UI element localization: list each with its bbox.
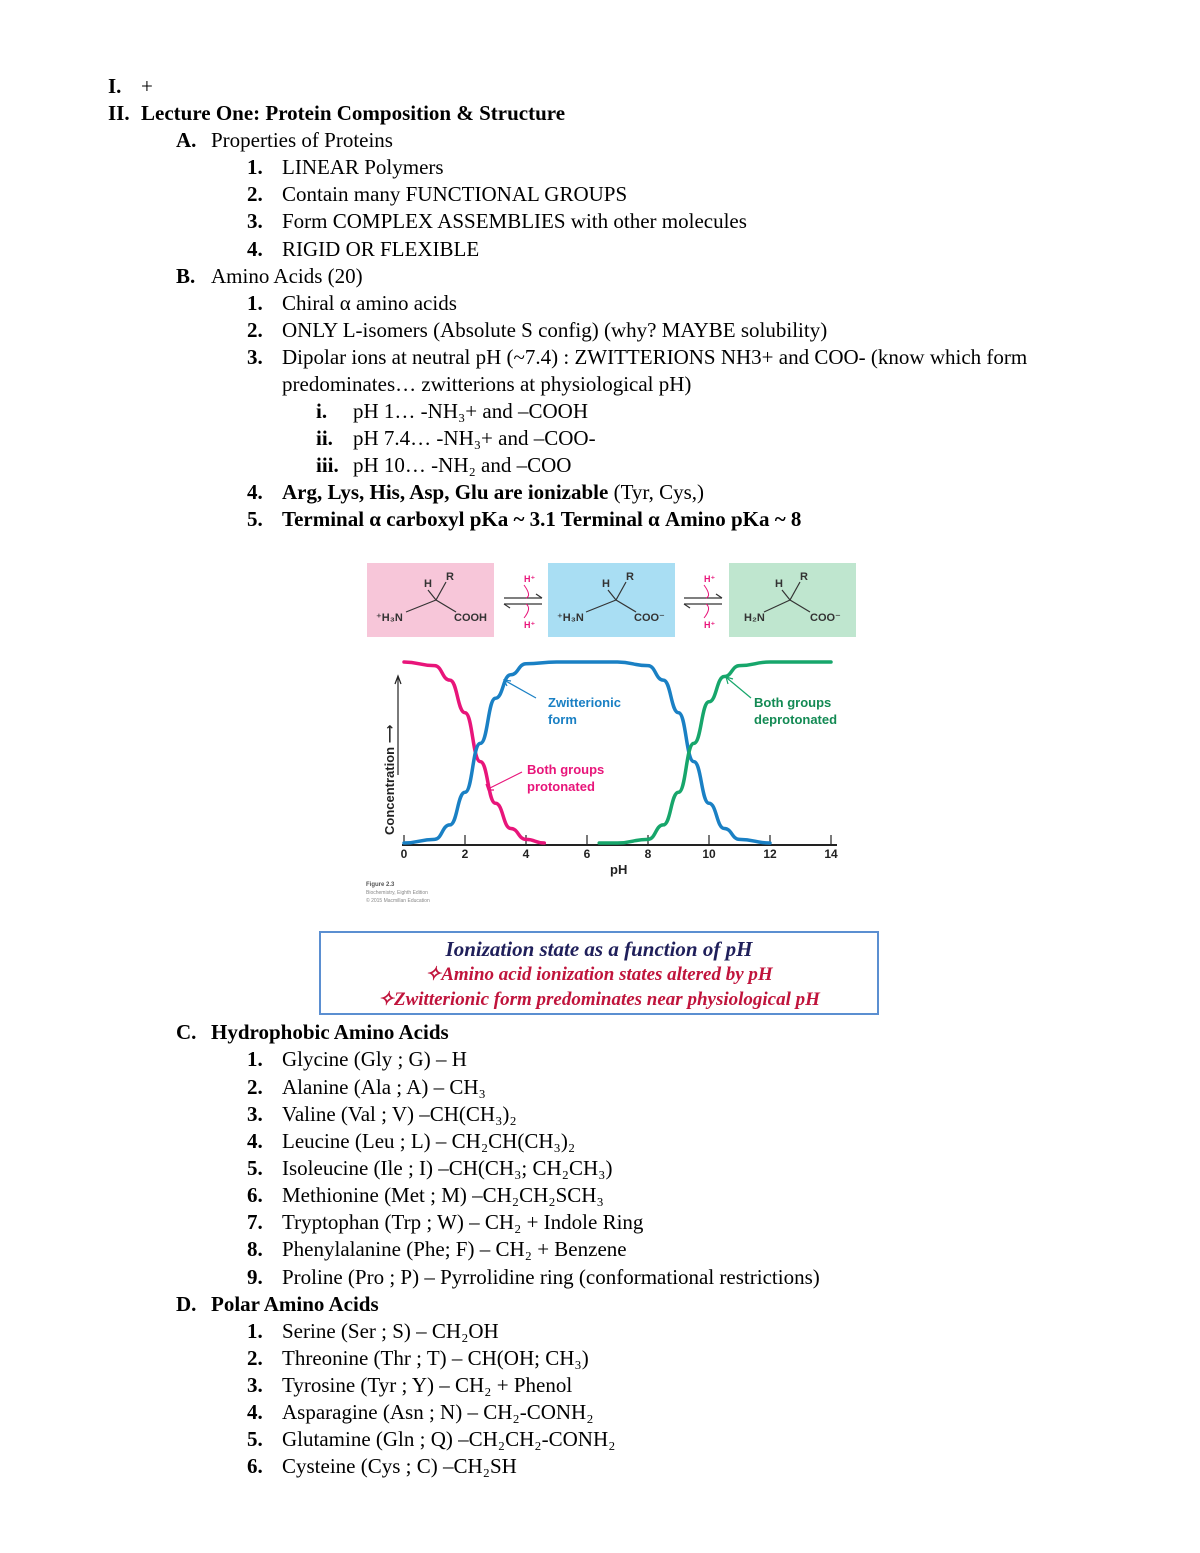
- outline-marker: C.: [176, 1020, 197, 1044]
- h-label: H: [424, 578, 432, 590]
- list-item: [247, 344, 1027, 371]
- h-label: H: [602, 578, 610, 590]
- structure-protonated: [367, 563, 494, 637]
- sub-list-item: [316, 398, 588, 425]
- outline-marker: 5.: [247, 1427, 263, 1451]
- list-item: [247, 1128, 575, 1155]
- x-tick-label: 14: [824, 847, 838, 861]
- series-curves: [404, 662, 831, 843]
- lecture-heading: [108, 100, 565, 127]
- outline-text: Polar Amino Acids: [211, 1292, 379, 1316]
- structure-box: [729, 563, 856, 637]
- outline-marker: 3.: [247, 1102, 263, 1126]
- x-tick-label: 2: [461, 847, 469, 861]
- equilibrium-arrow-1: [504, 574, 542, 630]
- outline-text: Tyrosine (Tyr ; Y) – CH₂ + Phenol: [282, 1373, 573, 1397]
- h-plus-label: H⁺: [524, 574, 536, 584]
- figure-credit: Figure 2.3: [366, 882, 395, 888]
- x-tick-label: 0: [400, 847, 408, 861]
- outline-text: Methionine (Met ; M) –CH₂CH₂SCH₃: [282, 1183, 604, 1207]
- outline-text: Properties of Proteins: [211, 128, 393, 152]
- outline-marker: 3.: [247, 1373, 263, 1397]
- outline-marker: 2.: [247, 318, 263, 342]
- outline-marker: 9.: [247, 1265, 263, 1289]
- outline-marker: 4.: [247, 1129, 263, 1153]
- outline-text: +: [141, 74, 153, 98]
- figure-credit: Biochemistry, Eighth Edition: [366, 890, 428, 896]
- list-item: [247, 208, 747, 235]
- callout-title: Ionization state as a function of pH: [445, 937, 753, 961]
- list-item-continuation: [282, 371, 691, 398]
- outline-text: Glycine (Gly ; G) – H: [282, 1047, 467, 1071]
- amine-label: ⁺H₃N: [376, 612, 403, 624]
- outline-text: Dipolar ions at neutral pH (~7.4) : ZWITTERIONS NH3+ and COO- (know which form: [282, 345, 1028, 369]
- outline-marker: 1.: [247, 291, 263, 315]
- list-item: [247, 1101, 517, 1128]
- outline-text: Valine (Val ; V) –CH(CH₃)₂: [282, 1102, 517, 1126]
- carboxyl-label: COOH: [454, 612, 487, 624]
- list-item: [247, 290, 457, 317]
- outline-row-roman-1: [108, 73, 153, 100]
- outline-text: Contain many FUNCTIONAL GROUPS: [282, 182, 628, 206]
- figure-credit: © 2015 Macmillan Education: [366, 898, 430, 904]
- structure-deprotonated: [729, 563, 856, 637]
- outline-text: Cysteine (Cys ; C) –CH₂SH: [282, 1454, 517, 1478]
- h-plus-label: H⁺: [704, 574, 716, 584]
- outline-marker: 3.: [247, 345, 263, 369]
- r-label: R: [446, 571, 454, 583]
- sub-list-item: [316, 425, 596, 452]
- x-ticks: [401, 835, 838, 861]
- outline-marker: 1.: [247, 1319, 263, 1343]
- list-item: [247, 1264, 820, 1291]
- outline-text: Chiral α amino acids: [282, 291, 457, 315]
- list-item: [247, 479, 704, 506]
- outline-text: Serine (Ser ; S) – CH₂OH: [282, 1319, 499, 1343]
- r-label: R: [800, 571, 808, 583]
- outline-text: Phenylalanine (Phe; F) – CH₂ + Benzene: [282, 1237, 627, 1261]
- outline-text: Hydrophobic Amino Acids: [211, 1020, 449, 1044]
- outline-text: pH 7.4… -NH₃+ and –COO-: [353, 426, 596, 450]
- outline-marker: 2.: [247, 182, 263, 206]
- outline-marker: A.: [176, 128, 197, 152]
- callout-line: ✧Zwitterionic form predominates near physiological pH: [378, 989, 820, 1010]
- list-item: [247, 1372, 572, 1399]
- list-item: [247, 1318, 499, 1345]
- x-tick-label: 8: [644, 847, 652, 861]
- outline-text: RIGID OR FLEXIBLE: [282, 237, 480, 261]
- outline-text: Amino Acids (20): [211, 264, 363, 288]
- structure-zwitterion: [548, 563, 675, 637]
- outline-text: Asparagine (Asn ; N) – CH₂-CONH₂: [282, 1400, 594, 1424]
- ionization-callout: [319, 931, 879, 1015]
- section-c-heading: [176, 1019, 449, 1046]
- list-item: [247, 1399, 594, 1426]
- deprotonated-label: Both groups: [754, 695, 832, 710]
- ionization-chart: [382, 662, 838, 877]
- outline-text: Arg, Lys, His, Asp, Glu are ionizable: [282, 480, 609, 504]
- outline-marker: 3.: [247, 209, 263, 233]
- amine-label: ⁺H₃N: [557, 612, 584, 624]
- sub-list-item: [316, 452, 571, 479]
- zwitterionic-label: Zwitterionic: [548, 695, 621, 710]
- outline-text: Alanine (Ala ; A) – CH₃: [282, 1075, 486, 1099]
- section-d-heading: [176, 1291, 379, 1318]
- deprotonated-label: deprotonated: [754, 712, 838, 727]
- outline-marker: ii.: [316, 426, 333, 450]
- list-item: [247, 1046, 467, 1073]
- equilibrium-arrow-2: [684, 574, 722, 630]
- outline-marker: B.: [176, 264, 196, 288]
- outline-marker: i.: [316, 399, 328, 423]
- list-item: [247, 1209, 643, 1236]
- outline-text: Form COMPLEX ASSEMBLIES with other molecules: [282, 209, 747, 233]
- r-label: R: [626, 571, 634, 583]
- outline-marker: 4.: [247, 237, 263, 261]
- outline-marker: 5.: [247, 507, 263, 531]
- h-plus-label: H⁺: [524, 620, 536, 630]
- outline-marker: 7.: [247, 1210, 263, 1234]
- outline-marker: 5.: [247, 1156, 263, 1180]
- outline-text: Leucine (Leu ; L) – CH₂CH(CH₃)₂: [282, 1129, 576, 1153]
- outline-text: LINEAR Polymers: [282, 155, 444, 179]
- outline-text-tail: (Tyr, Cys,): [608, 480, 705, 504]
- outline-marker: 4.: [247, 1400, 263, 1424]
- outline-marker: 8.: [247, 1237, 263, 1261]
- protonated-label: Both groups: [527, 762, 605, 777]
- outline-text: Tryptophan (Trp ; W) – CH₂ + Indole Ring: [282, 1210, 644, 1234]
- list-item: [247, 1453, 517, 1480]
- outline-marker: II.: [108, 101, 130, 125]
- h-plus-label: H⁺: [704, 620, 716, 630]
- carboxyl-label: COO⁻: [634, 612, 665, 624]
- section-b-heading: [176, 263, 363, 290]
- outline-marker: 1.: [247, 1047, 263, 1071]
- outline-text: Proline (Pro ; P) – Pyrrolidine ring (conformational restrictions): [282, 1265, 820, 1289]
- outline-marker: iii.: [316, 453, 339, 477]
- list-item: [247, 236, 479, 263]
- outline-marker: 6.: [247, 1183, 263, 1207]
- outline-marker: 6.: [247, 1454, 263, 1478]
- zwitterionic-label: form: [548, 712, 577, 727]
- list-item: [247, 1074, 486, 1101]
- list-item: [247, 1155, 612, 1182]
- x-axis-label: pH: [610, 862, 628, 877]
- list-item: [247, 1182, 604, 1209]
- outline-marker: 2.: [247, 1346, 263, 1370]
- outline-text: Terminal α carboxyl pKa ~ 3.1 Terminal α Amino pKa ~ 8: [282, 507, 802, 531]
- outline-marker: D.: [176, 1292, 197, 1316]
- amine-label: H₂N: [744, 612, 765, 624]
- outline-text: Threonine (Thr ; T) – CH(OH; CH₃): [282, 1346, 589, 1370]
- outline-marker: 1.: [247, 155, 263, 179]
- list-item: [247, 154, 444, 181]
- carboxyl-label: COO⁻: [810, 612, 841, 624]
- outline-text: pH 1… -NH₃+ and –COOH: [353, 399, 588, 423]
- x-tick-label: 4: [522, 847, 530, 861]
- callout-line: ✧Amino acid ionization states altered by pH: [425, 964, 773, 985]
- outline-text: pH 10… -NH₂ and –COO: [353, 453, 572, 477]
- list-item: [247, 506, 801, 533]
- list-item: [247, 181, 627, 208]
- list-item: [247, 1345, 589, 1372]
- outline-text: Isoleucine (Ile ; I) –CH(CH₃; CH₂CH₃): [282, 1156, 613, 1180]
- list-item: [247, 317, 827, 344]
- list-item: [247, 1236, 627, 1263]
- outline-marker: I.: [108, 74, 122, 98]
- structure-box: [548, 563, 675, 637]
- list-item: [247, 1426, 615, 1453]
- y-axis-label: Concentration ⟶: [382, 724, 397, 835]
- outline-marker: 4.: [247, 480, 263, 504]
- x-tick-label: 10: [702, 847, 716, 861]
- h-label: H: [775, 578, 783, 590]
- structure-box: [367, 563, 494, 637]
- lecture-title: Lecture One: Protein Composition & Structure: [141, 101, 566, 125]
- x-tick-label: 6: [583, 847, 591, 861]
- outline-text: predominates… zwitterions at physiological pH): [282, 372, 692, 396]
- outline-marker: 2.: [247, 1075, 263, 1099]
- x-tick-label: 12: [763, 847, 777, 861]
- section-a-heading: [176, 127, 393, 154]
- protonated-label: protonated: [527, 779, 595, 794]
- ionization-figure: [364, 560, 864, 920]
- outline-text: ONLY L-isomers (Absolute S config) (why? MAYBE solubility): [282, 318, 828, 342]
- outline-text: Glutamine (Gln ; Q) –CH₂CH₂-CONH₂: [282, 1427, 616, 1451]
